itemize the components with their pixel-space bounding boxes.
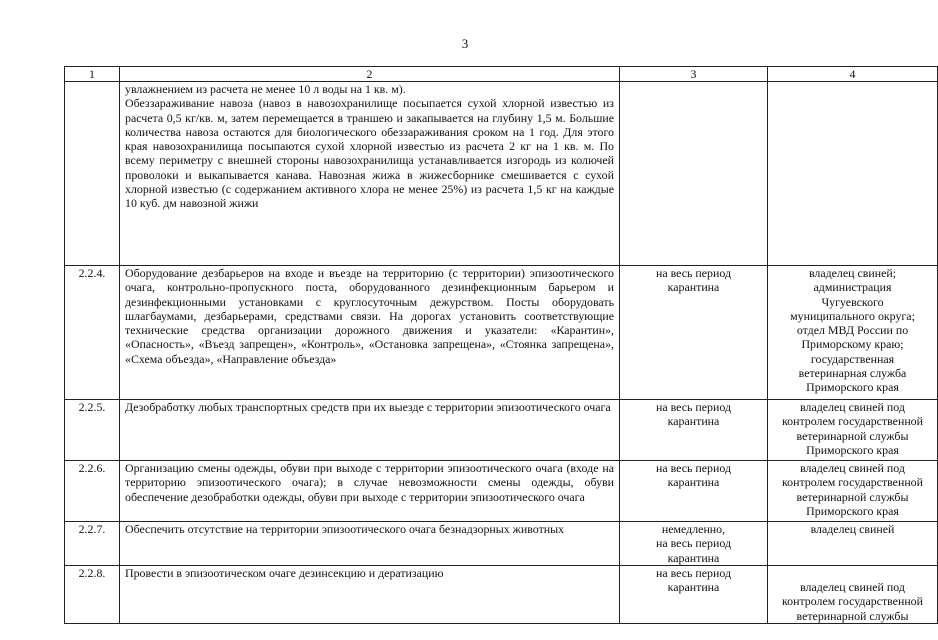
table-header-row	[65, 67, 938, 82]
item-responsible-line: Чугуевского	[821, 294, 884, 309]
table-row	[65, 522, 938, 566]
item-description	[120, 400, 620, 461]
item-description	[120, 461, 620, 522]
item-responsible-line: контролем государственной	[781, 475, 923, 490]
item-term-line: карантина	[667, 550, 720, 565]
item-responsible-line: владелец свиней;	[808, 266, 897, 280]
item-term	[620, 461, 768, 522]
item-description-text: Обеспечить отсутствие на территории эпизоотического очага безнадзорных животных	[125, 522, 565, 536]
item-number: 2.2.4.	[65, 266, 120, 400]
item-term-line: на весь период	[655, 266, 731, 280]
item-responsible	[768, 266, 938, 400]
item-description-text: Организацию смены одежды, обуви при выходе с территории эпизоотического очага (входе на территорию эпизоотического очага); в случае невозможности смены одежды, обуви обеспечение дезобработки одежды, обуви при выходе с территории эпизоотического очага	[125, 461, 614, 504]
item-term-line: на весь период	[655, 400, 731, 414]
item-description-text: Оборудование дезбарьеров на входе и въезде на территорию (с территории) эпизоотического очага, контрольно-пропускного поста, оборудованного дезинфекционным барьером и дезинфекционными установками с круглосуточным дежурством. Посты оборудовать шлагбаумами, дезбарьерами, средствами связи. На дорогах установить соответствующие технические средства организации дорожного движения и указатели: «Карантин», «Опасность», «Въезд запрещен», «Контроль», «Остановка запрещена», «Стоянка запрещена», «Схема объезда», «Направление объезда»	[125, 266, 614, 366]
item-responsible-line: ветеринарной службы	[796, 489, 909, 504]
item-responsible-line: администрация	[813, 280, 892, 295]
item-number: 2.2.5.	[65, 400, 120, 461]
item-term-line: немедленно,	[661, 522, 726, 536]
item-number: 2.2.8.	[65, 565, 120, 623]
continuation-num-cell	[65, 82, 120, 266]
item-responsible-line: владелец свиней	[810, 522, 895, 536]
item-description-text: Провести в эпизоотическом очаге дезинсекцию и дератизацию	[125, 565, 444, 580]
item-description	[120, 266, 620, 400]
item-description	[120, 565, 620, 623]
item-description	[120, 522, 620, 566]
table-row	[65, 400, 938, 461]
table-row	[65, 266, 938, 400]
item-responsible-line: государственная	[810, 351, 895, 366]
item-term-line: на весь период	[655, 536, 731, 551]
item-responsible-line	[773, 566, 932, 580]
item-responsible-line: контролем государственной	[781, 414, 923, 429]
measures-table	[64, 66, 938, 624]
continuation-term-cell	[620, 82, 768, 266]
item-responsible-line: Приморскому краю;	[801, 337, 904, 352]
item-responsible-line: Приморского края	[806, 380, 899, 395]
continuation-paragraph: Обеззараживание навоза (навоз в навозохранилище посыпается сухой хлорной известью из расчета 0,5 кг/кв. м, затем перемещается в траншею и закапывается на глубину 1,5 м. Большие количества навоза остаются для биологического обеззараживания сроком на 1 год. Для этого края навозохранилища посыпаются сухой хлорной известью из расчета 2 кг на 1 кв. м. По всему периметру с внешней стороны навозохранилища устанавливается изгородь из колючей проволоки и выкапывается канава. Навозная жижа в жижесборнике смешивается с сухой хлорной известью (с содержанием активного хлора не менее 25%) из расчета 1,5 кг на каждые 10 куб. дм навозной жижи	[125, 96, 614, 211]
item-number: 2.2.7.	[65, 522, 120, 566]
item-term	[620, 400, 768, 461]
item-responsible-line: Приморского края	[806, 442, 899, 457]
item-term-line: на весь период	[655, 461, 731, 475]
item-responsible-line: владелец свиней под	[800, 400, 905, 414]
continuation-paragraph: увлажнением из расчета не менее 10 л воды на 1 кв. м).	[125, 82, 406, 96]
header-col-2: 2	[120, 67, 620, 82]
item-term-line: на весь период	[655, 565, 731, 580]
item-description-text: Дезобработку любых транспортных средств при их выезде с территории эпизоотического очага	[125, 400, 611, 414]
continuation-responsible-cell	[768, 82, 938, 266]
item-term-line: карантина	[667, 414, 720, 429]
item-responsible	[768, 400, 938, 461]
item-responsible-line: владелец свиней под	[800, 461, 905, 475]
item-term-line: карантина	[667, 280, 720, 295]
item-term-line: карантина	[667, 580, 720, 595]
item-responsible-line: Приморского края	[806, 503, 899, 518]
item-responsible-line: муниципального округа;	[790, 308, 915, 323]
item-term	[620, 565, 768, 623]
item-responsible	[768, 522, 938, 566]
header-col-3: 3	[620, 67, 768, 82]
item-responsible-line: владелец свиней под	[800, 580, 905, 595]
item-responsible-line: ветеринарной службы	[796, 608, 909, 623]
table-row	[65, 461, 938, 522]
page-number: 3	[461, 36, 469, 51]
item-responsible-line: контролем государственной	[781, 594, 923, 609]
header-col-4: 4	[768, 67, 938, 82]
item-responsible-line: ветеринарная служба	[798, 366, 907, 381]
item-responsible-line: ветеринарной службы	[796, 428, 909, 443]
item-term	[620, 522, 768, 566]
item-responsible	[768, 461, 938, 522]
table-row-continuation	[65, 82, 938, 266]
item-responsible-line: отдел МВД России по	[796, 323, 909, 338]
item-number: 2.2.6.	[65, 461, 120, 522]
continuation-description-cell	[120, 82, 620, 266]
item-term	[620, 266, 768, 400]
header-col-1: 1	[65, 67, 120, 82]
item-responsible	[768, 565, 938, 623]
table-row	[65, 565, 938, 623]
item-term-line: карантина	[667, 475, 720, 490]
